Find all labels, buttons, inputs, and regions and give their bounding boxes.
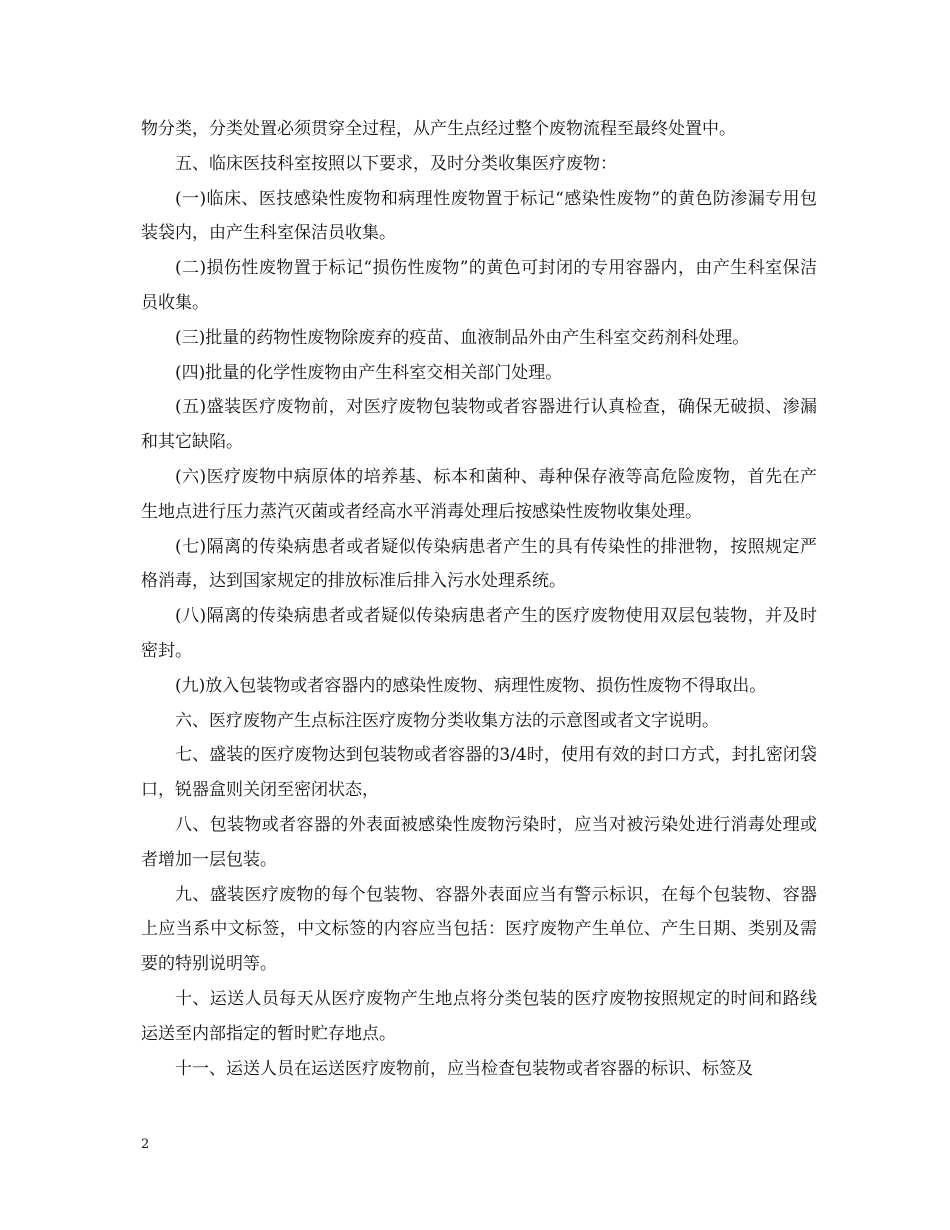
paragraph-6: (四)批量的化学性废物由产生科室交相关部门处理。 [175, 362, 563, 383]
paragraph-17: 十一、运送人员在运送医疗废物前，应当检查包装物或者容器的标识、标签及 [175, 1058, 753, 1079]
paragraph-2: 五、临床医技科室按照以下要求，及时分类收集医疗废物： [175, 153, 617, 174]
paragraph-3: (一)临床、医技感染性废物和病理性废物置于标记“感染性废物”的黄色防渗漏专用包装袋内，由产生科室保洁员收集。 [141, 188, 817, 244]
paragraph-5: (三)批量的药物性废物除废弃的疫苗、血液制品外由产生科室交药剂科处理。 [175, 327, 750, 348]
page-number: 2 [141, 1137, 150, 1152]
paragraph-10: (八)隔离的传染病患者或者疑似传染病患者产生的医疗废物使用双层包装物，并及时密封。 [141, 606, 817, 661]
paragraph-16: 十、运送人员每天从医疗废物产生地点将分类包装的医疗废物按照规定的时间和路线运送至内部指定的暂时贮存地点。 [141, 988, 817, 1044]
paragraph-11: (九)放入包装物或者容器内的感染性废物、病理性废物、损伤性废物不得取出。 [175, 675, 767, 696]
paragraph-15: 九、盛装医疗废物的每个包装物、容器外表面应当有警示标识，在每个包装物、容器上应当系中文标签，中文标签的内容应当包括：医疗废物产生单位、产生日期、类别及需要的特别说明等。 [141, 884, 817, 975]
paragraph-4: (二)损伤性废物置于标记“损伤性废物”的黄色可封闭的专用容器内，由产生科室保洁员收集。 [141, 258, 817, 313]
paragraph-13: 七、盛装的医疗废物达到包装物或者容器的3/4时，使用有效的封口方式，封扎密闭袋口，锐器盒则关闭至密闭状态， [141, 745, 817, 801]
paragraph-7: (五)盛装医疗废物前，对医疗废物包装物或者容器进行认真检查，确保无破损、渗漏和其它缺陷。 [141, 397, 817, 453]
paragraph-8: (六)医疗废物中病原体的培养基、标本和菌种、毒种保存液等高危险废物，首先在产生地点进行压力蒸汽灭菌或者经高水平消毒处理后按感染性废物收集处理。 [141, 466, 817, 522]
paragraph-14: 八、包装物或者容器的外表面被感染性废物污染时，应当对被污染处进行消毒处理或者增加一层包装。 [141, 814, 817, 870]
paragraph-12: 六、医疗废物产生点标注医疗废物分类收集方法的示意图或者文字说明。 [175, 710, 719, 731]
document-body [141, 112, 817, 1086]
paragraph-9: (七)隔离的传染病患者或者疑似传染病患者产生的具有传染性的排泄物，按照规定严格消毒，达到国家规定的排放标准后排入污水处理系统。 [141, 536, 817, 592]
paragraph-1: 物分类，分类处置必须贯穿全过程，从产生点经过整个废物流程至最终处置中。 [141, 119, 736, 139]
